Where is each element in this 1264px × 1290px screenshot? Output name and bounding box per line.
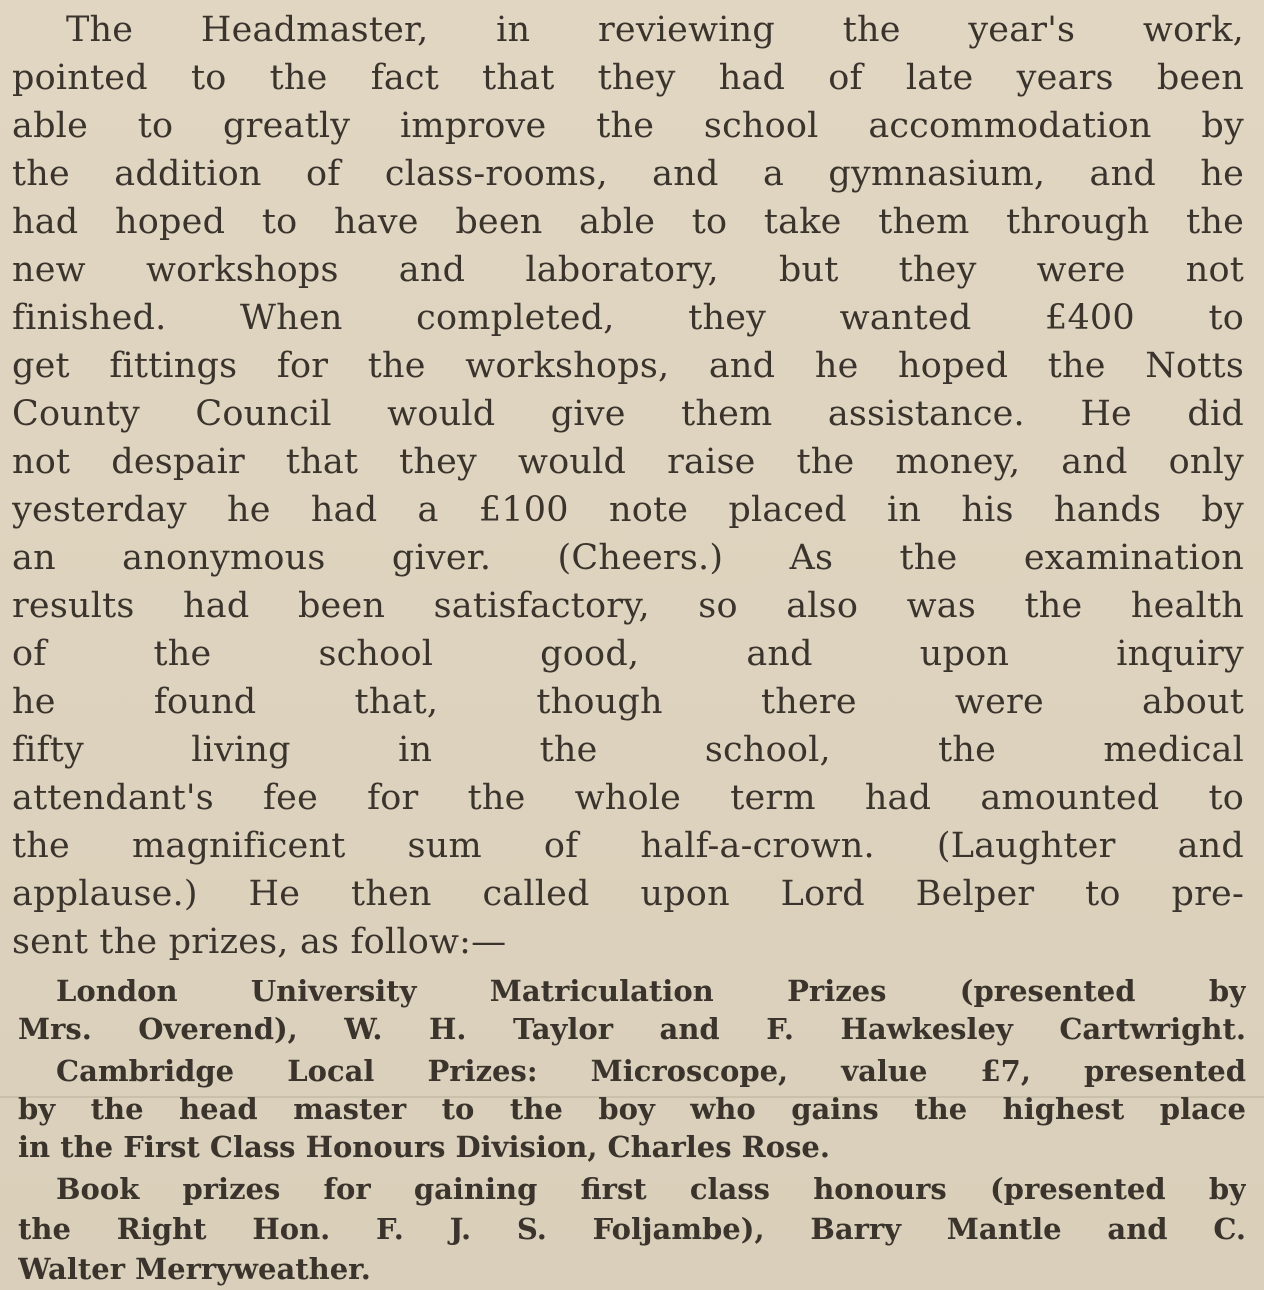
prize-line: Mrs. Overend), W. H. Taylor and F. Hawkesley Cartwright.: [18, 1012, 1246, 1046]
article-line: able to greatly improve the school accommodation by: [12, 106, 1244, 146]
article-line: attendant's fee for the whole term had amounted to: [12, 778, 1244, 818]
article-line: had hoped to have been able to take them through the: [12, 202, 1244, 242]
article-line: fifty living in the school, the medical: [12, 730, 1244, 770]
prize-line: Cambridge Local Prizes: Microscope, value £7, presented: [56, 1054, 1246, 1088]
article-line: pointed to the fact that they had of late years been: [12, 58, 1244, 98]
article-line: sent the prizes, as follow:—: [12, 922, 507, 962]
article-line: the addition of class-rooms, and a gymnasium, and he: [12, 154, 1244, 194]
prize-line: London University Matriculation Prizes (presented by: [56, 974, 1246, 1008]
prize-line: in the First Class Honours Division, Charles Rose.: [18, 1130, 830, 1164]
article-line: The Headmaster, in reviewing the year's work,: [66, 10, 1244, 50]
scan-line: [0, 1096, 1264, 1098]
article-line: County Council would give them assistance. He did: [12, 394, 1244, 434]
article-line: results had been satisfactory, so also was the health: [12, 586, 1244, 626]
prize-line: Book prizes for gaining first class honours (presented by: [56, 1172, 1246, 1206]
article-line: he found that, though there were about: [12, 682, 1244, 722]
article-line: not despair that they would raise the money, and only: [12, 442, 1244, 482]
article-line: of the school good, and upon inquiry: [12, 634, 1244, 674]
article-line: the magnificent sum of half-a-crown. (Laughter and: [12, 826, 1244, 866]
article-line: applause.) He then called upon Lord Belper to pre-: [12, 874, 1244, 914]
article-line: new workshops and laboratory, but they were not: [12, 250, 1244, 290]
article-line: get fittings for the workshops, and he hoped the Notts: [12, 346, 1244, 386]
article-line: finished. When completed, they wanted £400 to: [12, 298, 1244, 338]
prize-line: by the head master to the boy who gains the highest place: [18, 1092, 1246, 1126]
prize-line: the Right Hon. F. J. S. Foljambe), Barry Mantle and C.: [18, 1212, 1246, 1246]
prize-line: Walter Merryweather.: [18, 1252, 371, 1286]
article-line: yesterday he had a £100 note placed in his hands by: [12, 490, 1244, 530]
article-line: an anonymous giver. (Cheers.) As the examination: [12, 538, 1244, 578]
